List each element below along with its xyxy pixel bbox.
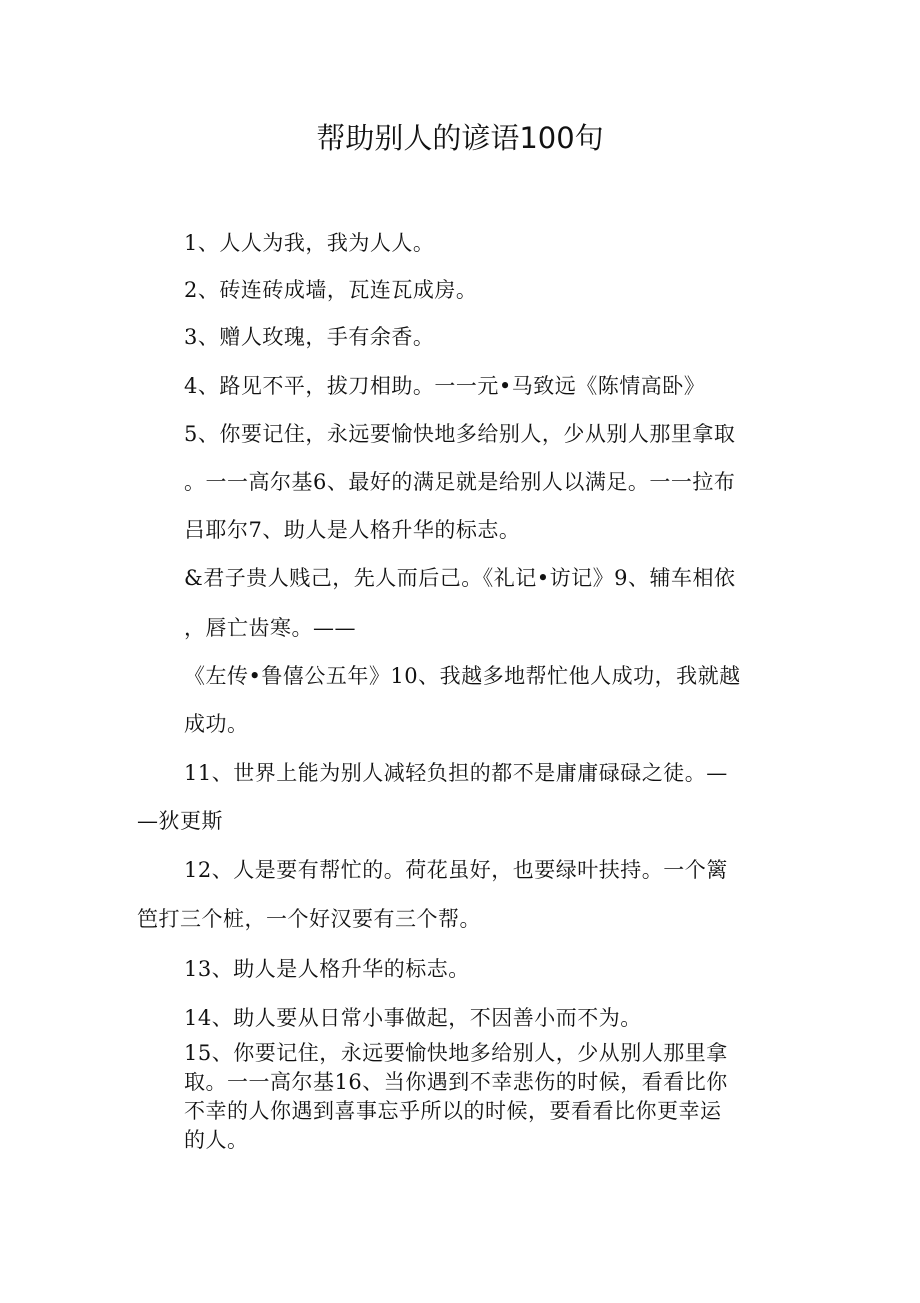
- text-line: 12、人是要有帮忙的。荷花虽好，也要绿叶扶持。一个篱: [184, 858, 728, 882]
- text-line: —狄更斯: [137, 809, 223, 833]
- text-line: 的人。: [184, 1128, 249, 1152]
- text-line: 吕耶尔7、助人是人格升华的标志。: [184, 518, 521, 542]
- text-line: 取。一一高尔基16、当你遇到不幸悲伤的时候，看看比你: [184, 1070, 728, 1094]
- page-title: 帮助别人的谚语100句: [316, 121, 604, 155]
- text-line: 11、世界上能为别人减轻负担的都不是庸庸碌碌之徒。—: [184, 761, 728, 785]
- text-line: 13、助人是人格升华的标志。: [184, 957, 470, 981]
- text-line: ，唇亡齿寒。——: [184, 616, 356, 640]
- text-line: 3、赠人玫瑰，手有余香。: [184, 325, 435, 349]
- text-line: 15、你要记住，永远要愉快地多给别人，少从别人那里拿: [184, 1041, 728, 1065]
- text-line: 2、砖连砖成墙，瓦连瓦成房。: [184, 278, 478, 302]
- text-line: 笆打三个桩，一个好汉要有三个帮。: [137, 907, 481, 931]
- text-line: 不幸的人你遇到喜事忘乎所以的时候，要看看比你更幸运: [184, 1099, 722, 1123]
- text-line: 成功。: [184, 712, 249, 736]
- text-line: 1、人人为我，我为人人。: [184, 231, 435, 255]
- text-line: 《左传•鲁僖公五年》10、我越多地帮忙他人成功，我就越: [184, 664, 741, 688]
- text-line: 14、助人要从日常小事做起，不因善小而不为。: [184, 1006, 642, 1030]
- text-line: 4、路见不平，拔刀相助。一一元•马致远《陈情高卧》: [184, 374, 706, 398]
- text-line: 。一一高尔基6、最好的满足就是给别人以满足。一一拉布: [184, 470, 736, 494]
- text-line: &君子贵人贱己，先人而后己。《礼记•访记》9、辅车相依: [184, 566, 736, 590]
- text-line: 5、你要记住，永远要愉快地多给别人，少从别人那里拿取: [184, 422, 736, 446]
